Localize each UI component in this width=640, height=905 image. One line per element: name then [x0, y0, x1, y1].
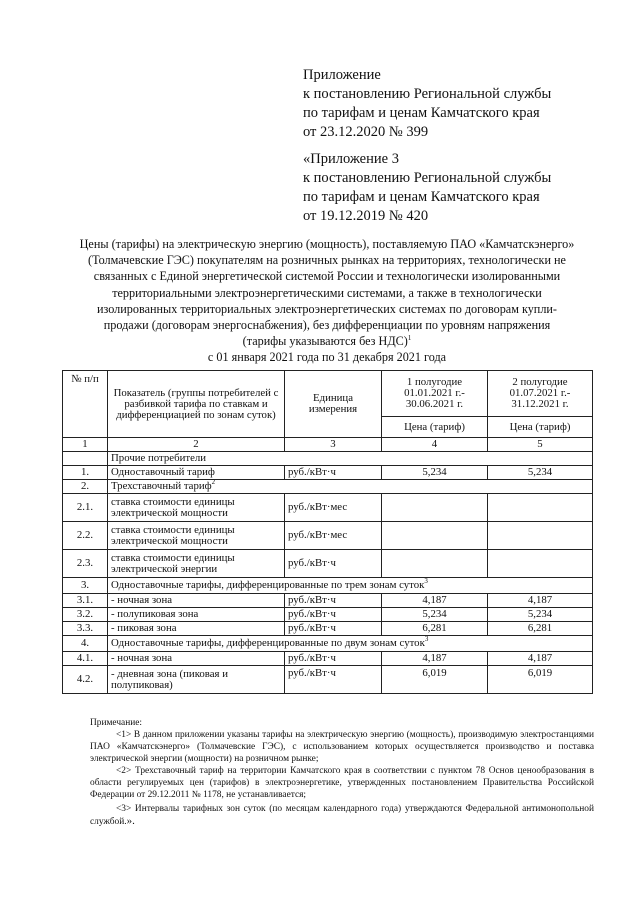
title-line: Цены (тарифы) на электрическую энергию (мощность), поставляемую ПАО «Камчатскэнерго»: [79, 237, 575, 251]
row-unit: руб./кВт·ч: [285, 622, 382, 636]
table-row: [63, 636, 593, 652]
note-2: <2> Трехставочный тариф на территории Камчатского края в соответствии с пунктом 78 Основ ценообразования в области регулируемых цен (тарифов) в электроэнергетике, утвержденных постановлением Правительства Российской Федерации от 29.12.2011 № 1178, не устанавливается;: [90, 766, 594, 800]
row-unit: руб./кВт·ч: [285, 652, 382, 666]
table-row: [63, 652, 593, 666]
row-value-h2: 6,281: [488, 622, 593, 636]
note-1: <1> В данном приложении указаны тарифы на электрическую энергию (мощность), производимую электростанциями ПАО «Камчатскэнерго» (Толмачевские ГЭС), с использованием которых осуществляется производство и поставка электрической энергии (мощности) на розничном рынке;: [90, 730, 594, 764]
column-number-row: [63, 438, 593, 452]
empty-cell: [63, 452, 108, 466]
col-number: 3: [285, 438, 382, 452]
row-name: - ночная зона: [108, 594, 285, 608]
row-num: 2.3.: [63, 550, 108, 578]
row-value-h2: [488, 522, 593, 550]
title-line: связанных с Единой энергетической системой России и технологически изолированными: [93, 269, 561, 284]
header-half1: 1 полугодие 01.01.2021 г.- 30.06.2021 г.: [382, 371, 488, 417]
appendix-line: Приложение: [303, 67, 381, 83]
row-value-h2: 4,187: [488, 652, 593, 666]
row-unit: руб./кВт·ч: [285, 466, 382, 480]
row-num: 1.: [63, 466, 108, 480]
row-num: 2.1.: [63, 494, 108, 522]
appendix-line: по тарифам и ценам Камчатского края: [303, 105, 540, 121]
row-unit: руб./кВт·ч: [285, 666, 382, 694]
row-num: 3.: [63, 578, 108, 594]
col-number: 5: [488, 438, 593, 452]
row-unit: руб./кВт·мес: [285, 494, 382, 522]
row-value-h2: [488, 550, 593, 578]
header-indicator: Показатель (группы потребителей с разбивкой тарифа по ставкам и дифференциацией по зонам суток): [108, 371, 285, 438]
row-name: ставка стоимости единицы электрической мощности: [108, 494, 285, 522]
document-title: [58, 236, 596, 366]
title-line: продажи (договорам энергоснабжения), без дифференциации по уровням напряжения: [103, 318, 551, 333]
row-name: [108, 480, 593, 494]
row-value-h2: [488, 494, 593, 522]
row-num: 2.: [63, 480, 108, 494]
row-value-h1: [382, 522, 488, 550]
row-value-h2: 6,019: [488, 666, 593, 694]
row-value-h1: [382, 550, 488, 578]
table-row: [63, 608, 593, 622]
table-row: [63, 522, 593, 550]
row-value-h2: 5,234: [488, 466, 593, 480]
title-line: территориальными электроэнергетическими системами, а также в технологически: [112, 285, 542, 300]
table-row: [63, 466, 593, 480]
table-row: [63, 550, 593, 578]
row-name: ставка стоимости единицы электрической мощности: [108, 522, 285, 550]
row-value-h1: 6,019: [382, 666, 488, 694]
header-price2: Цена (тариф): [488, 417, 593, 438]
title-line: (Толмачевские ГЭС) покупателям на розничных рынках на территориях, технологически не: [88, 253, 566, 268]
title-line: [58, 333, 596, 349]
title-line: изолированных территориальных электроэнергетических системах по договорам купли-: [96, 301, 557, 316]
col-number: 2: [108, 438, 285, 452]
appendix-line: по тарифам и ценам Камчатского края: [303, 189, 540, 205]
header-num: № п/п: [63, 371, 108, 438]
row-unit: руб./кВт·ч: [285, 550, 382, 578]
row-num: 4.: [63, 636, 108, 652]
title-period: с 01 января 2021 года по 31 декабря 2021 года: [207, 350, 447, 365]
table-row: [63, 494, 593, 522]
table-row: [63, 622, 593, 636]
title-line-text: (тарифы указываются без НДС): [242, 334, 408, 349]
footnote-ref: 3: [424, 635, 429, 643]
row-name: [108, 578, 593, 594]
table-row: [63, 666, 593, 694]
row-value-h2: 5,234: [488, 608, 593, 622]
row-num: 3.1.: [63, 594, 108, 608]
note-3-text: <3> Интервалы тарифных зон суток (по месяцам календарного года) утверждаются Федеральной антимонопольной службой.: [90, 804, 594, 827]
row-unit: руб./кВт·ч: [285, 594, 382, 608]
row-name: [108, 636, 593, 652]
row-name-text: Одноставочные тарифы, дифференцированные по двум зонам суток: [111, 637, 425, 649]
row-value-h1: 4,187: [382, 652, 488, 666]
appendix-line: к постановлению Региональной службы: [303, 170, 552, 186]
row-num: 2.2.: [63, 522, 108, 550]
row-name-text: Трехставочный тариф: [111, 480, 212, 492]
appendix-line: от 23.12.2020 № 399: [303, 124, 429, 140]
notes-heading: Примечание:: [90, 718, 143, 728]
row-value-h1: 6,281: [382, 622, 488, 636]
appendix-line: к постановлению Региональной службы: [303, 86, 552, 102]
row-name: - ночная зона: [108, 652, 285, 666]
row-name-text: Одноставочные тарифы, дифференцированные по трем зонам суток: [111, 579, 425, 591]
header-price1: Цена (тариф): [382, 417, 488, 438]
note-3: [90, 803, 594, 828]
row-num: 3.2.: [63, 608, 108, 622]
row-name: - дневная зона (пиковая и полупиковая): [108, 666, 285, 694]
row-num: 4.1.: [63, 652, 108, 666]
group-label: Прочие потребители: [108, 452, 593, 466]
row-name: - полупиковая зона: [108, 608, 285, 622]
closing-quote: ».: [126, 815, 135, 827]
col-number: 1: [63, 438, 108, 452]
appendix-3-reference: [303, 150, 551, 226]
table-header-row: [63, 371, 593, 417]
table-row: [63, 594, 593, 608]
col-number: 4: [382, 438, 488, 452]
tariff-table: [62, 370, 593, 694]
row-value-h1: 4,187: [382, 594, 488, 608]
footnote-ref: 2: [211, 479, 216, 486]
footnote-ref: 1: [407, 334, 412, 343]
row-num: 4.2.: [63, 666, 108, 694]
appendix-reference: [303, 66, 551, 142]
row-name: - пиковая зона: [108, 622, 285, 636]
appendix-line: «Приложение 3: [303, 151, 399, 167]
row-value-h1: [382, 494, 488, 522]
row-value-h1: 5,234: [382, 608, 488, 622]
header-unit: Единица измерения: [285, 371, 382, 438]
table-row: [63, 480, 593, 494]
header-half2: 2 полугодие 01.07.2021 г.- 31.12.2021 г.: [488, 371, 593, 417]
row-unit: руб./кВт·ч: [285, 608, 382, 622]
row-num: 3.3.: [63, 622, 108, 636]
footnote-ref: 3: [424, 577, 428, 585]
appendix-line: от 19.12.2019 № 420: [303, 208, 429, 224]
table-row: [63, 578, 593, 594]
row-value-h2: 4,187: [488, 594, 593, 608]
row-unit: руб./кВт·мес: [285, 522, 382, 550]
row-name: ставка стоимости единицы электрической энергии: [108, 550, 285, 578]
notes-section: [90, 717, 594, 828]
row-value-h1: 5,234: [382, 466, 488, 480]
group-row: [63, 452, 593, 466]
row-name: Одноставочный тариф: [108, 466, 285, 480]
